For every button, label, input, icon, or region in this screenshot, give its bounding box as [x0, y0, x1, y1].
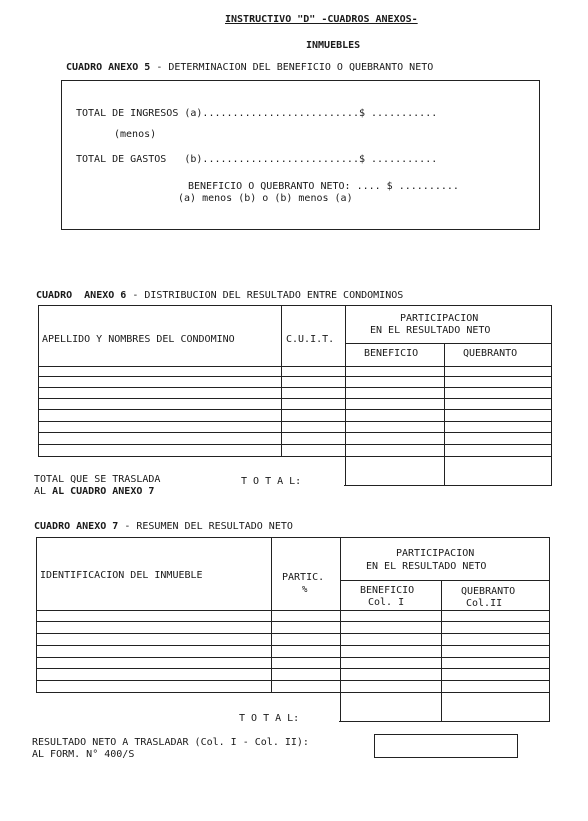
- col-header-quebranto-7: QUEBRANTO: [461, 586, 516, 597]
- annex7-divider-part: [340, 537, 341, 722]
- table-row: [36, 657, 550, 658]
- col-header-percent: %: [302, 585, 308, 595]
- table-row: [36, 621, 550, 622]
- annex7-heading-text: - RESUMEN DEL RESULTADO NETO: [118, 521, 293, 532]
- annex6-divider-part: [345, 305, 346, 486]
- col-header-partic: PARTIC.: [282, 572, 325, 583]
- annex7-heading: [34, 521, 293, 533]
- table-row: [36, 645, 550, 646]
- beneficio-quebranto-line: BENEFICIO O QUEBRANTO NETO: .... $ ..........: [188, 181, 459, 192]
- col-header-col-i: Col. I: [368, 597, 405, 608]
- annex5-heading-number: CUADRO ANEXO 5: [66, 62, 151, 73]
- table-row: [36, 633, 550, 634]
- table-row: [38, 398, 552, 399]
- col-header-participacion-7: PARTICIPACION: [396, 548, 475, 559]
- table-row: [36, 680, 550, 681]
- table-row: [38, 444, 552, 445]
- col-header-cuit: C.U.I.T.: [286, 334, 335, 345]
- table-row: [38, 376, 552, 377]
- annex6-heading: [36, 290, 403, 302]
- annex6-divider-quebranto: [444, 343, 445, 486]
- page-subtitle: INMUEBLES: [306, 40, 361, 51]
- table-row: [38, 421, 552, 422]
- col-header-col-ii: Col.II: [466, 598, 503, 609]
- total-gastos-line: TOTAL DE GASTOS (b)..........................$ ...........: [76, 154, 438, 165]
- col-header-beneficio: BENEFICIO: [364, 348, 419, 359]
- table-row: [38, 432, 552, 433]
- table-row: [38, 387, 552, 388]
- annex7-heading-number: CUADRO ANEXO 7: [34, 521, 119, 532]
- annex7-divider-quebranto: [441, 580, 442, 722]
- annex5-heading-text: - DETERMINACION DEL BENEFICIO O QUEBRANTO NETO: [150, 62, 434, 73]
- annex7-header-bottom: [36, 610, 550, 611]
- col-header-participacion: PARTICIPACION: [400, 313, 479, 324]
- formula-note: (a) menos (b) o (b) menos (a): [178, 193, 353, 204]
- annex7-total-bottom: [340, 721, 550, 722]
- table-row: [36, 668, 550, 669]
- menos-label: (menos): [114, 129, 157, 140]
- col-header-nombre: APELLIDO Y NOMBRES DEL CONDOMINO: [42, 334, 235, 345]
- table-row: [38, 409, 552, 410]
- annex5-heading: [66, 62, 433, 74]
- col-header-resultado: EN EL RESULTADO NETO: [370, 325, 491, 336]
- al-cuadro-label: AL AL CUADRO ANEXO 7: [34, 486, 155, 497]
- resultado-neto-field[interactable]: [374, 734, 518, 758]
- total-ingresos-line: TOTAL DE INGRESOS (a)..........................$ ...........: [76, 108, 438, 119]
- annex6-total-bottom: [345, 485, 552, 486]
- annex6-header-bottom: [38, 366, 552, 367]
- al-form-label: AL FORM. N° 400/S: [32, 749, 135, 760]
- col-header-quebranto: QUEBRANTO: [463, 348, 518, 359]
- annex6-subheader-line: [345, 343, 552, 344]
- page-title: INSTRUCTIVO "D" -CUADROS ANEXOS-: [225, 14, 418, 25]
- al-cuadro-ref: AL CUADRO ANEXO 7: [52, 486, 155, 497]
- total-traslada-label: TOTAL QUE SE TRASLADA: [34, 474, 161, 485]
- annex6-heading-text: - DISTRIBUCION DEL RESULTADO ENTRE CONDOMINOS: [126, 290, 404, 301]
- col-header-beneficio-7: BENEFICIO: [360, 585, 415, 596]
- annex6-total-label: T O T A L:: [241, 476, 302, 487]
- resultado-neto-label: RESULTADO NETO A TRASLADAR (Col. I - Col. II):: [32, 737, 309, 748]
- col-header-identificacion: IDENTIFICACION DEL INMUEBLE: [40, 570, 203, 581]
- annex6-divider-cuit: [281, 305, 282, 456]
- annex6-heading-number: CUADRO ANEXO 6: [36, 290, 127, 301]
- annex7-subheader-line: [340, 580, 550, 581]
- col-header-resultado-7: EN EL RESULTADO NETO: [366, 561, 487, 572]
- annex7-total-label: T O T A L:: [239, 713, 300, 724]
